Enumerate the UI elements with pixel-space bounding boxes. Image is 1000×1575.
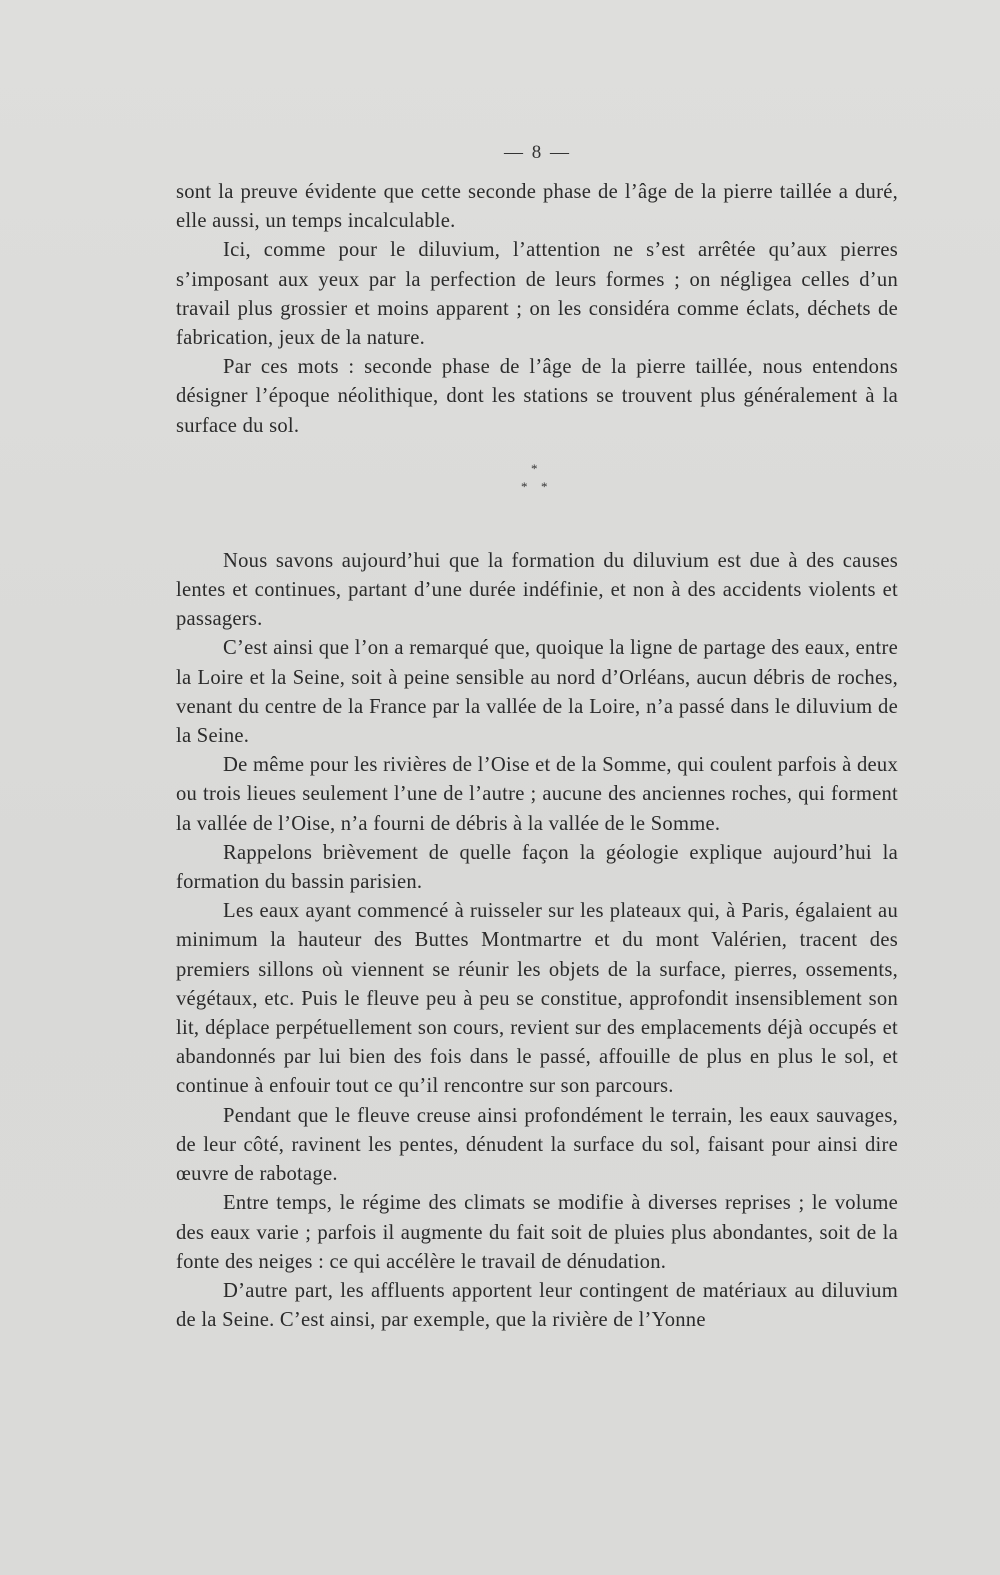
paragraph: Entre temps, le régime des climats se modifie à diverses reprises ; le volume des eaux varie ; parfois il augmente du fait soit de pluies plus abondantes, soit de la fonte des neiges : ce qui accélère le travail de dénudation. [176,1192,898,1273]
paragraph: Ici, comme pour le diluvium, l’attention ne s’est arrêtée qu’aux pierres s’imposant aux yeux par la perfection de leurs formes ; on négligea celles d’un travail plus grossier et moins apparent ; on les considéra comme éclats, déchets de fabrication, jeux de la nature. [176,239,898,350]
paragraph: Les eaux ayant commencé à ruisseler sur les plateaux qui, à Paris, égalaient au minimum la hauteur des Buttes Montmartre et du mont Valérien, tracent des premiers sillons où viennent se réunir les objets de la surface, pierres, ossements, végétaux, etc. Puis le fleuve peu à peu se constitue, approfondit insensiblement son lit, déplace perpétuellement son cours, revient sur des emplacements déjà occupés et abandonnés par lui bien des fois dans le passé, affouille de plus en plus le sol, et continue à enfouir tout ce qu’il rencontre sur son parcours. [176,900,898,1098]
page-number: — 8 — [504,142,571,163]
section-two [176,547,898,1335]
paragraph: Nous savons aujourd’hui que la formation du diluvium est due à des causes lentes et continues, partant d’une durée indéfinie, et non à des accidents violents et passagers. [176,549,898,631]
asterisk-mark: * [531,460,538,476]
paragraph: C’est ainsi que l’on a remarqué que, quoique la ligne de partage des eaux, entre la Loire et la Seine, soit à peine sensible au nord d’Orléans, aucun débris de roches, venant du centre de la France par la vallée de la Loire, n’a passé dans le diluvium de la Seine. [176,637,898,748]
paragraph: Par ces mots : seconde phase de l’âge de la pierre taillée, nous entendons désigner l’époque néolithique, dont les stations se trouvent plus généralement à la surface du sol. [176,356,898,437]
section-separator-asterism [176,441,898,547]
asterisk-mark: * [521,478,528,494]
asterisk-mark: * [541,478,548,494]
paragraph: De même pour les rivières de l’Oise et de la Somme, qui coulent parfois à deux ou trois lieues seulement l’une de l’autre ; aucune des anciennes roches, qui forment la vallée de l’Oise, n’a fourni de débris à la vallée de le Somme. [176,754,898,835]
paragraph: sont la preuve évidente que cette seconde phase de l’âge de la pierre taillée a duré, elle aussi, un temps incalculable. [176,181,898,233]
paragraph: D’autre part, les affluents apportent leur contingent de matériaux au diluvium de la Seine. C’est ainsi, par exemple, que la rivière de l’Yonne [176,1279,898,1332]
body-text [176,178,898,1335]
paragraph: Rappelons brièvement de quelle façon la géologie explique aujourd’hui la formation du bassin parisien. [176,841,898,894]
paragraph: Pendant que le fleuve creuse ainsi profondément le terrain, les eaux sauvages, de leur côté, ravinent les pentes, dénudent la surface du sol, faisant pour ainsi dire œuvre de rabotage. [176,1104,898,1186]
